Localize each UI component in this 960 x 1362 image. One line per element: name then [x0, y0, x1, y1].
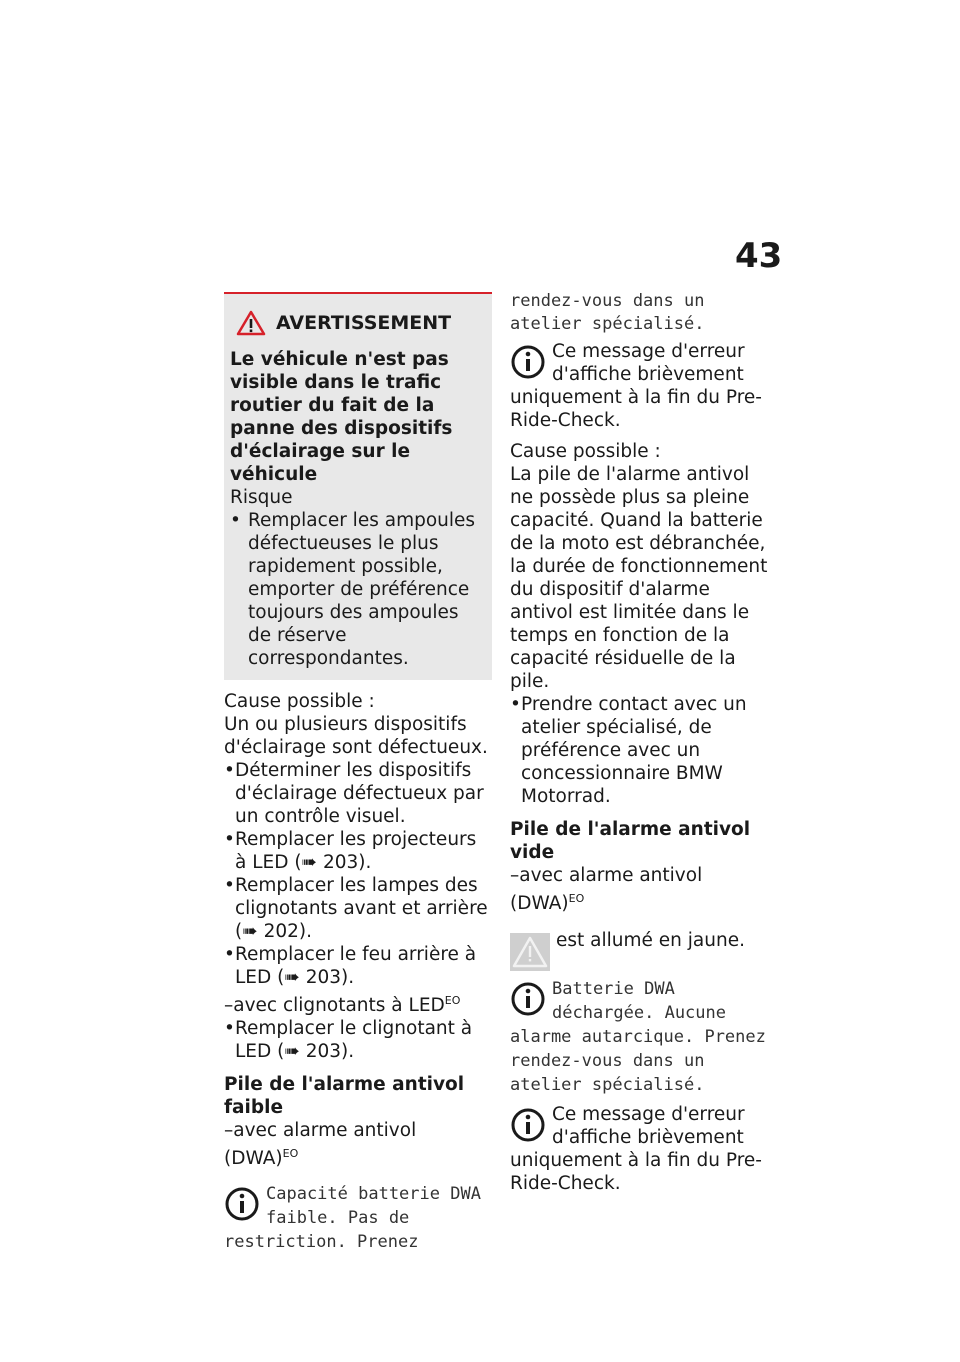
- option-sup: EO: [444, 994, 461, 1007]
- action-list: [510, 693, 778, 808]
- display-text: Capacité batterie DWA faible. Pas de restriction. Prenez: [224, 1184, 481, 1253]
- section-option: [510, 864, 778, 915]
- option-text: –avec clignotants à LED: [224, 995, 445, 1017]
- info-icon: [510, 981, 546, 1017]
- list-item: • Remplacer le feu arrière à LED (➠ 203).: [224, 943, 492, 989]
- info-text: Ce message d'erreur d'affiche brièvement uniquement à la fin du Pre-Ride-Check.: [510, 341, 762, 431]
- section-option-text: –avec alarme antivol (DWA): [510, 865, 703, 915]
- cause-label: Cause possible :: [510, 441, 661, 462]
- warning-heading: AVERTISSEMENT: [276, 311, 452, 334]
- general-warning-lamp-icon: [510, 933, 550, 971]
- action-list-2: [224, 1017, 492, 1063]
- info-icon: [510, 344, 546, 380]
- section-option-text: –avec alarme antivol (DWA): [224, 1120, 417, 1170]
- info-icon: [224, 1186, 260, 1222]
- action-list: [224, 759, 492, 989]
- right-column: [510, 290, 778, 1195]
- section-title: Pile de l'alarme antivol faible: [224, 1074, 465, 1119]
- list-item: • Remplacer les ampoules défectueuses le plus rapidement possible, emporter de préférence toujours des ampoules de réserve correspondantes.: [230, 509, 486, 670]
- option-line: [224, 989, 492, 1017]
- list-item: • Prendre contact avec un atelier spécialisé, de préférence avec un concessionnaire BMW Motorrad.: [510, 693, 778, 808]
- warning-risk: Risque: [230, 487, 293, 508]
- warning-title: Le véhicule n'est pas visible dans le trafic routier du fait de la panne des dispositifs d'éclairage sur le véhicule: [230, 349, 453, 485]
- warning-box: [224, 292, 492, 680]
- info-note: [510, 340, 778, 432]
- info-icon: [510, 1107, 546, 1143]
- section-option: [224, 1119, 492, 1170]
- section-option-sup: EO: [568, 892, 585, 905]
- display-message: [224, 1182, 492, 1254]
- list-item: • Remplacer les projecteurs à LED (➠ 203).: [224, 828, 492, 874]
- section-option-sup: EO: [282, 1147, 299, 1161]
- list-item: • Déterminer les dispositifs d'éclairage défectueux par un contrôle visuel.: [224, 759, 492, 828]
- info-note: [510, 1103, 778, 1195]
- warning-triangle-icon: [236, 310, 266, 336]
- cause-label: Cause possible :: [224, 691, 375, 712]
- display-text-continued: rendez-vous dans un atelier spécialisé.: [510, 291, 705, 334]
- warning-header: [236, 310, 486, 336]
- section-title: Pile de l'alarme antivol vide: [510, 819, 751, 863]
- list-item: • Remplacer les lampes des clignotants avant et arrière (➠ 202).: [224, 874, 492, 943]
- page-number: 43: [735, 236, 783, 276]
- left-column: [224, 292, 492, 1254]
- warning-lamp-note: [510, 929, 778, 971]
- cause-text: La pile de l'alarme antivol ne possède plus sa pleine capacité. Quand la batterie de la moto est débranchée, la durée de fonctionnement du dispositif d'alarme antivol est limitée dans le temps en fonction de la capacité résiduelle de la pile.: [510, 464, 768, 692]
- warning-lamp-text: est allumé en jaune.: [556, 930, 745, 952]
- warning-list: [230, 509, 486, 670]
- display-message: [510, 977, 778, 1097]
- display-text: Batterie DWA déchargée. Aucune alarme autarcique. Prenez rendez-vous dans un atelier spécialisé.: [510, 979, 766, 1096]
- list-item: • Remplacer le clignotant à LED (➠ 203).: [224, 1017, 492, 1063]
- cause-text: Un ou plusieurs dispositifs d'éclairage sont défectueux.: [224, 714, 488, 758]
- info-text: Ce message d'erreur d'affiche brièvement uniquement à la fin du Pre-Ride-Check.: [510, 1104, 762, 1195]
